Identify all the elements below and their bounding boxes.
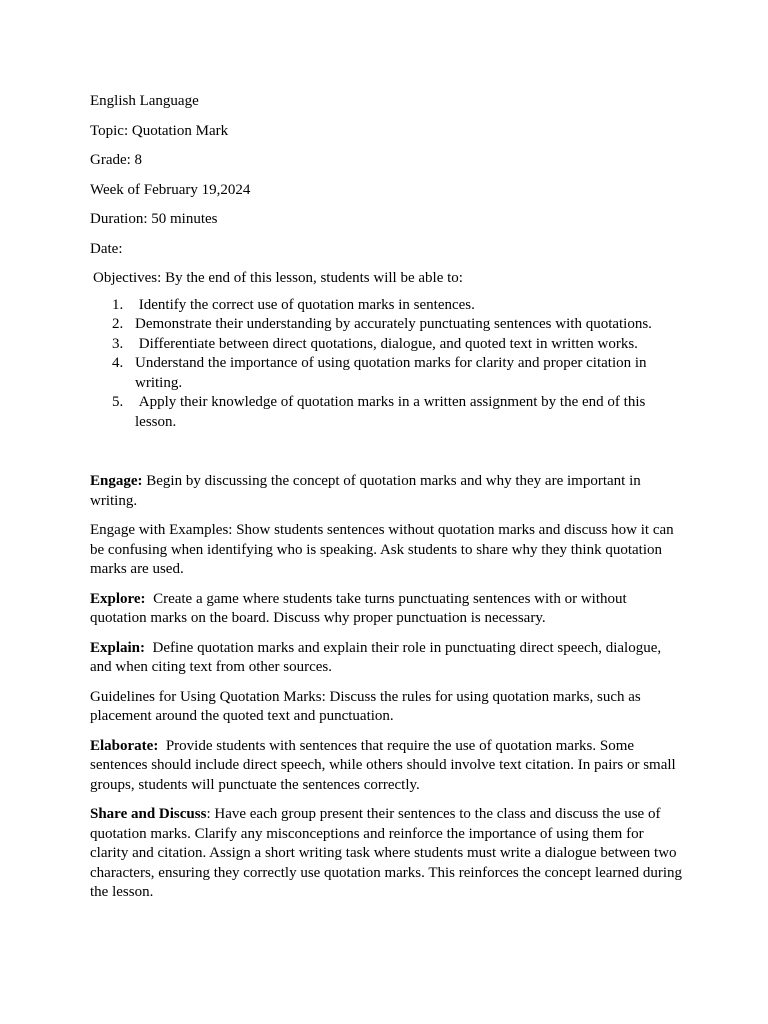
share-discuss-text: : Have each group present their sentences to the class and discuss the use of quotation marks. Clarify any misconceptions and reinforce the importance of using them for clarity and citation. Assign a short writing task where students must write a dialogue between two characters, ensuring they correctly use quotation marks. This reinforces the concept learned during the lesson. (90, 806, 683, 900)
elaborate-text: Provide students with sentences that require the use of quotation marks. Some sentences should include direct speech, while others should involve text citation. In pairs or small groups, students will punctuate the sentences correctly. (90, 737, 680, 793)
duration-line: Duration: 50 minutes (90, 211, 218, 227)
document-page (90, 92, 682, 913)
explain-label: Explain: (90, 639, 146, 656)
grade-line: Grade: 8 (90, 152, 143, 168)
list-text: Identify the correct use of quotation marks in sentences. (135, 296, 475, 313)
list-item (90, 393, 682, 432)
engage-text: Begin by discussing the concept of quotation marks and why they are important in writing. (90, 473, 641, 509)
engage-paragraph (90, 472, 682, 511)
list-number: 5. (112, 394, 124, 410)
explore-label: Explore: (90, 590, 146, 607)
list-item (90, 354, 682, 393)
list-number: 4. (112, 355, 124, 371)
topic-line: Topic: Quotation Mark (90, 122, 229, 139)
list-text: Differentiate between direct quotations, dialogue, and quoted text in written works. (135, 335, 638, 352)
list-number: 2. (112, 316, 124, 332)
list-item (90, 296, 682, 316)
list-text: Apply their knowledge of quotation marks in a written assignment by the end of this lesson. (135, 394, 650, 430)
explain-text: Define quotation marks and explain their role in punctuating direct speech, dialogue, and when citing text from other sources. (90, 639, 665, 675)
date-line: Date: (90, 240, 123, 257)
list-item (90, 335, 682, 355)
list-number: 1. (112, 296, 124, 313)
share-discuss-paragraph (90, 805, 682, 903)
explore-text: Create a game where students take turns punctuating sentences with or without quotation marks on the board. Discuss why proper punctuation is necessary. (90, 590, 631, 626)
elaborate-paragraph (90, 737, 682, 796)
engage-examples-paragraph: Engage with Examples: Show students sentences without quotation marks and discuss how it can be confusing when identifying who is speaking. Ask students to share why they think quotation marks are used. (90, 522, 674, 577)
share-discuss-label: Share and Discuss (90, 806, 207, 822)
list-text: Understand the importance of using quotation marks for clarity and proper citation in writing. (135, 355, 651, 391)
objectives-intro: Objectives: By the end of this lesson, students will be able to: (93, 270, 463, 286)
list-number: 3. (112, 335, 124, 352)
elaborate-label: Elaborate: (90, 737, 159, 754)
explore-paragraph (90, 590, 682, 629)
subject-line: English Language (90, 93, 199, 109)
guidelines-paragraph: Guidelines for Using Quotation Marks: Discuss the rules for using quotation marks, such as placement around the quoted text and punctuation. (90, 688, 641, 724)
objectives-list (90, 296, 682, 433)
explain-paragraph (90, 639, 682, 678)
week-line: Week of February 19,2024 (90, 181, 251, 198)
engage-label: Engage: (90, 473, 143, 489)
list-item (90, 315, 682, 335)
list-text: Demonstrate their understanding by accurately punctuating sentences with quotations. (135, 316, 652, 332)
